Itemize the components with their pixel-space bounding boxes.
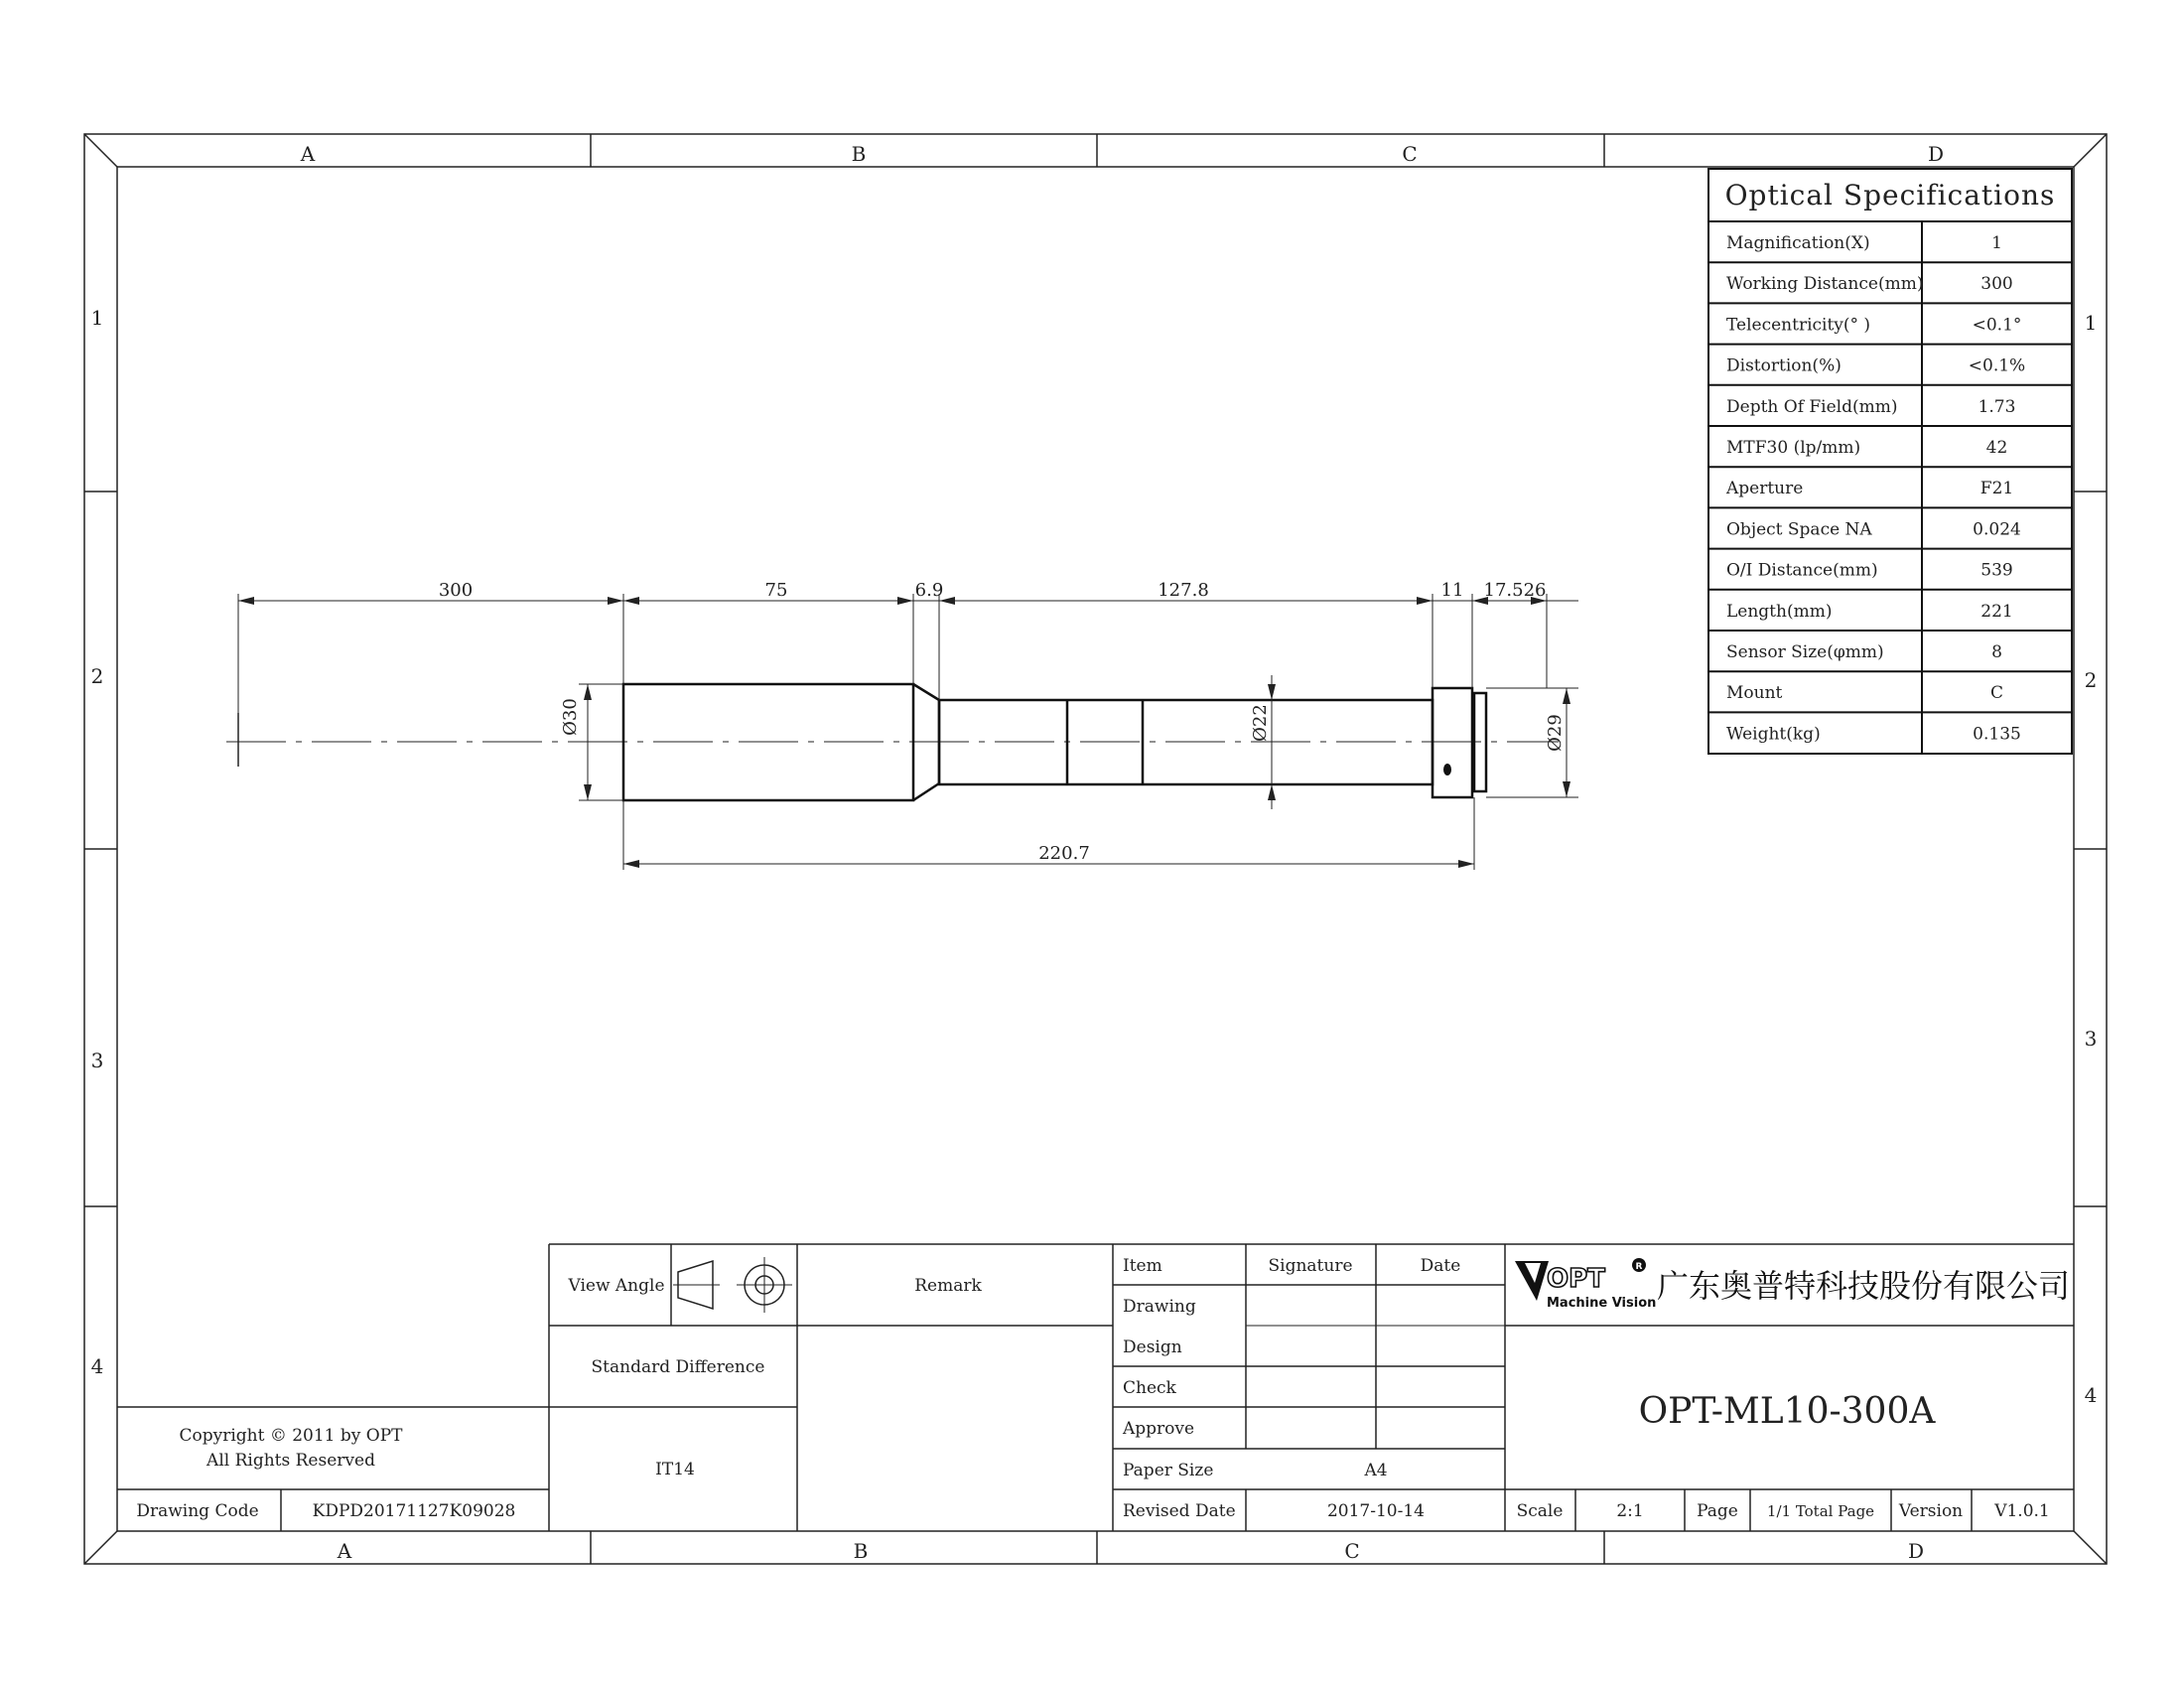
projection-symbol xyxy=(673,1257,792,1313)
zone-col-a-bottom: A xyxy=(337,1539,352,1563)
spec-label: Weight(kg) xyxy=(1726,724,1821,745)
zone-row-3-right: 3 xyxy=(2084,1027,2098,1051)
row-drawing: Drawing xyxy=(1123,1297,1196,1317)
dim-working-distance: 300 xyxy=(438,580,474,601)
spec-label: O/I Distance(mm) xyxy=(1726,560,1878,581)
scale-value: 2:1 xyxy=(1616,1501,1644,1521)
remark-label: Remark xyxy=(914,1276,982,1296)
lens-set-screw xyxy=(1443,764,1451,775)
spec-value: 0.135 xyxy=(1973,724,2021,745)
version-value: V1.0.1 xyxy=(1994,1501,2050,1521)
revised-date-label: Revised Date xyxy=(1123,1501,1236,1521)
zone-row-4-right: 4 xyxy=(2084,1383,2098,1407)
opt-logo-text: OPT xyxy=(1547,1264,1605,1294)
zone-col-b-bottom: B xyxy=(853,1539,869,1563)
spec-value: 221 xyxy=(1980,601,2013,622)
paper-size-value: A4 xyxy=(1364,1461,1388,1480)
standard-difference-label: Standard Difference xyxy=(591,1357,765,1377)
dim-front-barrel: 75 xyxy=(764,580,788,601)
version-label: Version xyxy=(1898,1501,1964,1521)
tolerance-value: IT14 xyxy=(655,1460,695,1479)
zone-row-2-left: 2 xyxy=(90,664,104,688)
zone-row-1-left: 1 xyxy=(90,306,104,330)
spec-value: <0.1% xyxy=(1968,355,2026,376)
scale-label: Scale xyxy=(1516,1501,1564,1521)
copyright-line-2: All Rights Reserved xyxy=(206,1451,375,1471)
model-number: OPT-ML10-300A xyxy=(1638,1391,1936,1432)
zone-row-4-left: 4 xyxy=(90,1354,104,1378)
optical-spec-table xyxy=(1708,169,2072,754)
spec-value: 1 xyxy=(1991,233,2002,253)
dim-flange: 17.526 xyxy=(1483,580,1547,601)
lens-drawing xyxy=(226,580,1578,870)
lens-mount-ring xyxy=(1433,688,1472,797)
title-block xyxy=(117,1244,2074,1531)
row-approve: Approve xyxy=(1123,1419,1195,1439)
spec-table-rows xyxy=(1708,233,2072,744)
row-check: Check xyxy=(1123,1378,1176,1398)
spec-label: Depth Of Field(mm) xyxy=(1726,396,1898,417)
company-name: 广东奥普特科技股份有限公司 xyxy=(1656,1267,2071,1305)
spec-value: C xyxy=(1989,683,2004,704)
zone-row-2-right: 2 xyxy=(2084,668,2098,692)
spec-label: Object Space NA xyxy=(1726,519,1872,540)
spec-value: 300 xyxy=(1980,274,2013,295)
spec-value: <0.1° xyxy=(1972,315,2022,336)
dim-dia-front: Ø30 xyxy=(560,698,581,736)
spec-label: MTF30 (lp/mm) xyxy=(1726,438,1861,458)
opt-logo xyxy=(1515,1258,1656,1311)
spec-label: Magnification(X) xyxy=(1726,233,1870,253)
zone-row-1-right: 1 xyxy=(2084,311,2098,335)
spec-value: 1.73 xyxy=(1978,396,2016,417)
spec-label: Sensor Size(φmm) xyxy=(1726,642,1884,662)
spec-label: Distortion(%) xyxy=(1726,355,1842,376)
spec-value: 42 xyxy=(1985,438,2008,458)
spec-value: 8 xyxy=(1991,642,2002,662)
drawing-code-value: KDPD20171127K09028 xyxy=(312,1501,516,1521)
spec-value: 539 xyxy=(1980,560,2013,581)
spec-label: Telecentricity(° ) xyxy=(1726,315,1871,336)
spec-label: Aperture xyxy=(1726,479,1804,499)
revised-date-value: 2017-10-14 xyxy=(1326,1501,1426,1521)
paper-size-label: Paper Size xyxy=(1123,1461,1214,1480)
zone-col-d-bottom: D xyxy=(1907,1539,1925,1563)
zone-col-c-bottom: C xyxy=(1344,1539,1360,1563)
spec-value: 0.024 xyxy=(1973,519,2021,540)
copyright-line-1: Copyright © 2011 by OPT xyxy=(179,1426,403,1446)
spec-value: F21 xyxy=(1979,479,2014,499)
dim-overall-length: 220.7 xyxy=(1038,843,1090,864)
spec-label: Length(mm) xyxy=(1726,601,1833,622)
col-date: Date xyxy=(1420,1256,1461,1276)
dim-dia-body: Ø22 xyxy=(1250,704,1271,742)
row-design: Design xyxy=(1123,1337,1182,1357)
drawing-frame xyxy=(84,134,2107,1564)
dim-body: 127.8 xyxy=(1158,580,1209,601)
dim-ring: 11 xyxy=(1440,580,1464,601)
opt-logo-subtitle: Machine Vision xyxy=(1547,1296,1657,1311)
col-signature: Signature xyxy=(1268,1256,1353,1276)
zone-col-a-top: A xyxy=(300,142,316,166)
zone-col-b-top: B xyxy=(851,142,867,166)
opt-logo-registered: R xyxy=(1635,1262,1643,1272)
col-item: Item xyxy=(1123,1256,1162,1276)
dim-taper: 6.9 xyxy=(914,580,944,601)
spec-table-title: Optical Specifications xyxy=(1724,179,2056,211)
zone-col-c-top: C xyxy=(1402,142,1418,166)
drawing-code-label: Drawing Code xyxy=(136,1501,259,1521)
view-angle-label: View Angle xyxy=(568,1276,665,1296)
zone-row-3-left: 3 xyxy=(90,1049,104,1072)
spec-label: Working Distance(mm) xyxy=(1726,274,1924,295)
page-label: Page xyxy=(1697,1501,1738,1521)
dim-dia-mount: Ø29 xyxy=(1545,714,1566,752)
spec-label: Mount xyxy=(1726,683,1783,704)
zone-col-d-top: D xyxy=(1927,142,1945,166)
page-value: 1/1 Total Page xyxy=(1766,1502,1875,1520)
